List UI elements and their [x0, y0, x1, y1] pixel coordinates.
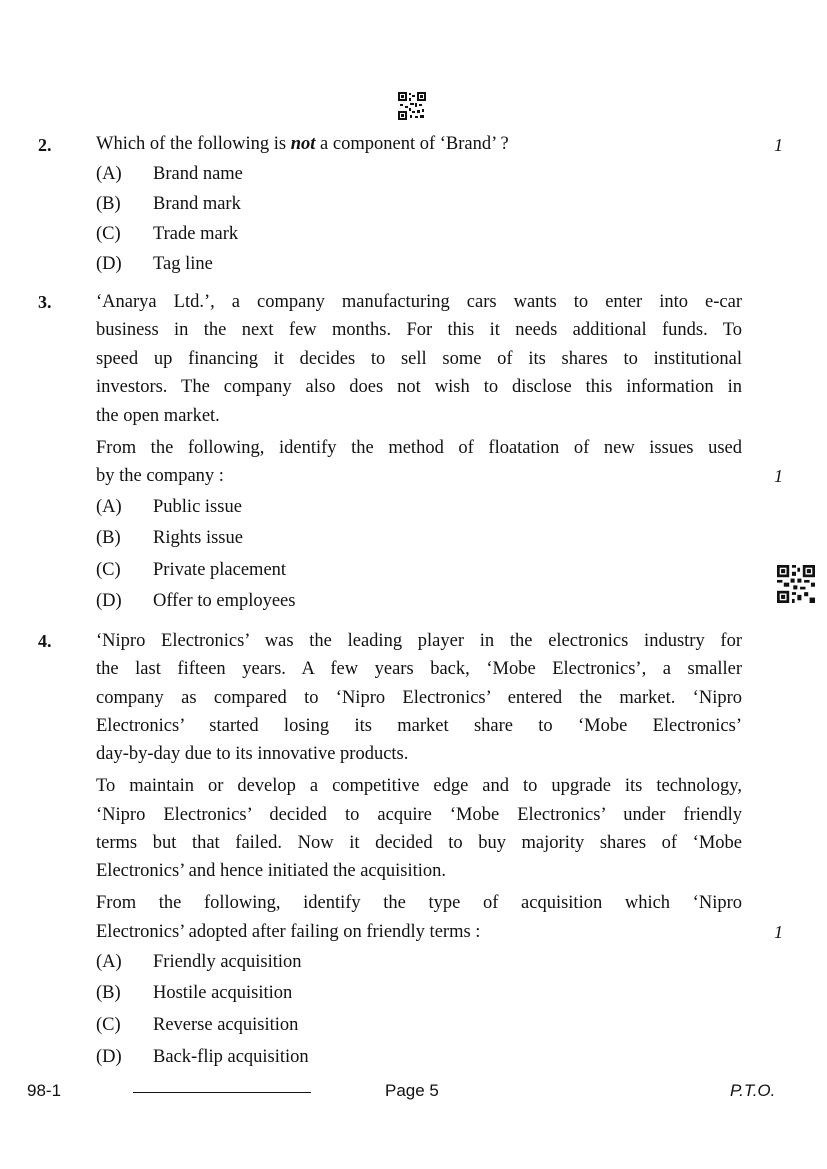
option-label: (C)	[96, 1015, 121, 1035]
option-label: (C)	[96, 224, 121, 244]
marks: 1	[774, 135, 783, 155]
question-line: From the following, identify the type of acquisition which ‘Nipro	[96, 893, 742, 913]
option-label: (B)	[96, 194, 121, 214]
question-line: ‘Anarya Ltd.’, a company manufacturing cars wants to enter into e-car	[96, 292, 742, 312]
pto-label: P.T.O.	[730, 1081, 776, 1100]
option-label: (A)	[96, 164, 122, 184]
option-label: (D)	[96, 1047, 122, 1067]
option-text: Tag line	[153, 254, 213, 274]
question-line: investors. The company also does not wish to disclose this information in	[96, 377, 742, 397]
question-line: business in the next few months. For this it needs additional funds. To	[96, 320, 742, 340]
question-text-start: Which of the following is	[96, 134, 291, 154]
option-text: Public issue	[153, 497, 242, 517]
question-line: by the company :	[96, 466, 224, 486]
question-line: day-by-day due to its innovative products.	[96, 744, 409, 764]
option-text: Offer to employees	[153, 591, 296, 611]
option-label: (A)	[96, 952, 122, 972]
page-number: Page 5	[385, 1081, 439, 1100]
question-line: ‘Nipro Electronics’ was the leading player in the electronics industry for	[96, 631, 742, 651]
question-line: From the following, identify the method of floatation of new issues used	[96, 438, 742, 458]
question-line: terms but that failed. Now it decided to buy majority shares of ‘Mobe	[96, 833, 742, 853]
option-text: Friendly acquisition	[153, 952, 302, 972]
question-text-end: a component of ‘Brand’ ?	[315, 134, 509, 154]
question-line: Electronics’ and hence initiated the acquisition.	[96, 861, 447, 881]
option-label: (B)	[96, 528, 121, 548]
qr-code-icon	[398, 92, 426, 120]
option-label: (C)	[96, 560, 121, 580]
option-text: Reverse acquisition	[153, 1015, 299, 1035]
option-text: Rights issue	[153, 528, 243, 548]
question-number: 2.	[38, 135, 52, 155]
question-line: company as compared to ‘Nipro Electronics’ entered the market. ‘Nipro	[96, 688, 742, 708]
option-text: Back-flip acquisition	[153, 1047, 309, 1067]
question-number: 3.	[38, 292, 52, 312]
option-label: (D)	[96, 591, 122, 611]
marks: 1	[774, 922, 783, 942]
option-text: Private placement	[153, 560, 287, 580]
question-line: the open market.	[96, 406, 220, 426]
footer-rule	[133, 1092, 311, 1093]
option-text: Hostile acquisition	[153, 983, 293, 1003]
question-line: Electronics’ adopted after failing on friendly terms :	[96, 922, 481, 942]
qr-code-icon	[777, 565, 815, 603]
option-text: Brand mark	[153, 194, 241, 214]
marks: 1	[774, 466, 783, 486]
question-line: To maintain or develop a competitive edge and to upgrade its technology,	[96, 776, 742, 796]
question-line: ‘Nipro Electronics’ decided to acquire ‘Mobe Electronics’ under friendly	[96, 805, 742, 825]
option-label: (D)	[96, 254, 122, 274]
option-text: Trade mark	[153, 224, 239, 244]
question-number: 4.	[38, 631, 52, 651]
paper-code: 98-1	[27, 1081, 62, 1100]
option-label: (B)	[96, 983, 121, 1003]
option-label: (A)	[96, 497, 122, 517]
question-line: the last fifteen years. A few years back, ‘Mobe Electronics’, a smaller	[96, 659, 742, 679]
question-line: Electronics’ started losing its market share to ‘Mobe Electronics’	[96, 716, 742, 736]
question-line: speed up financing it decides to sell some of its shares to institutional	[96, 349, 742, 369]
emphasis-text: not	[290, 134, 316, 154]
option-text: Brand name	[153, 164, 243, 184]
question-text	[96, 134, 509, 155]
